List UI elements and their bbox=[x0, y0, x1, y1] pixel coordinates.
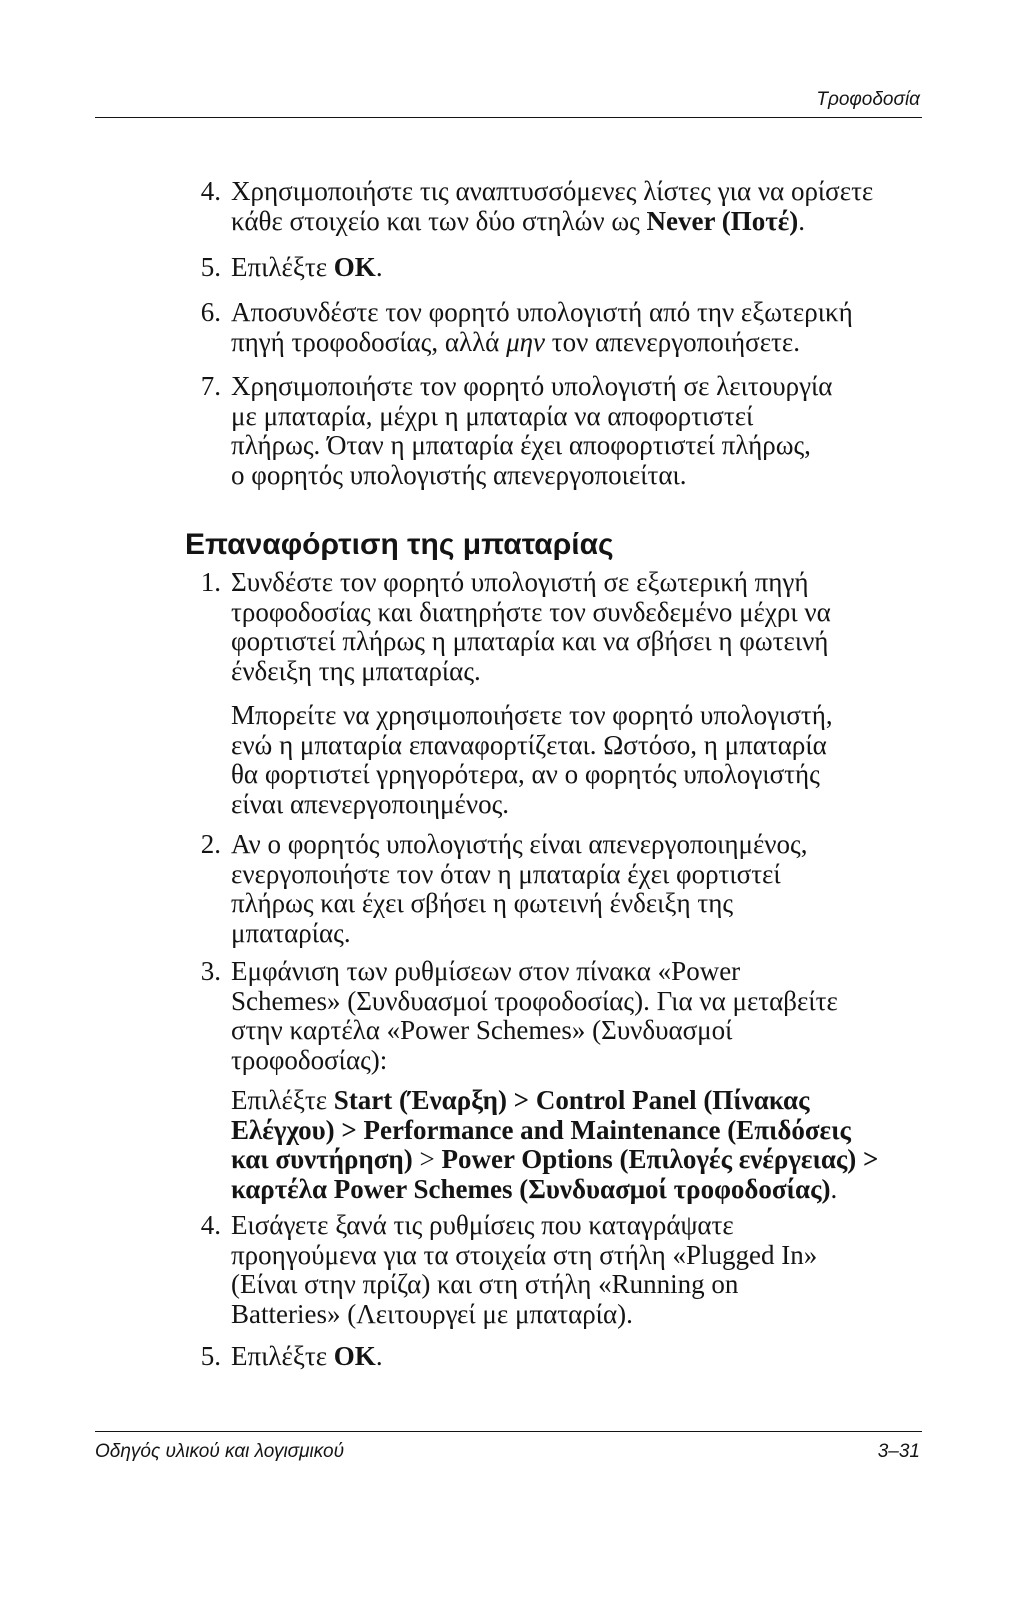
text-line bbox=[231, 760, 833, 790]
menu-path: και συντήρηση) bbox=[231, 1144, 413, 1174]
text-line bbox=[231, 372, 832, 402]
text-line bbox=[231, 701, 833, 731]
text-line bbox=[231, 1046, 838, 1076]
text-line bbox=[231, 860, 807, 890]
text-line bbox=[231, 919, 807, 949]
ui-term-ok: OK bbox=[333, 1341, 376, 1371]
step-number: 5. bbox=[200, 252, 221, 282]
text-run: τον απενεργοποιήσετε. bbox=[545, 326, 800, 357]
text-line bbox=[231, 957, 838, 987]
text-run: Schemes» (Συνδυασμοί τροφοδοσίας). Για να μεταβείτε bbox=[231, 985, 838, 1016]
text-line bbox=[231, 568, 831, 598]
menu-path: Start (Έναρξη) > Control Panel (Πίνακας bbox=[333, 1085, 810, 1115]
running-title: Τροφοδοσία bbox=[816, 89, 920, 110]
text-run: Επιλέξτε bbox=[231, 1085, 334, 1115]
text-line bbox=[231, 402, 832, 432]
text-line bbox=[231, 461, 832, 491]
text-line bbox=[231, 830, 807, 860]
text-run: ένδειξη της μπαταρίας. bbox=[231, 655, 481, 686]
text-line bbox=[231, 1116, 878, 1146]
text-line bbox=[231, 1300, 817, 1330]
text-run: ο φορητός υπολογιστής απενεργοποιείται. bbox=[231, 459, 687, 490]
list-item-step-3 bbox=[200, 956, 838, 1075]
step-number: 1. bbox=[200, 567, 221, 597]
text-run: θα φορτιστεί γρηγορότερα, αν ο φορητός υπολογιστής bbox=[231, 759, 820, 789]
ui-term-ok: OK bbox=[333, 252, 376, 282]
text-run: με μπαταρία, μέχρι η μπαταρία να αποφορτιστεί bbox=[231, 400, 754, 431]
text-run: Χρησιμοποιήστε τις αναπτυσσόμενες λίστες για να ορίσετε bbox=[231, 176, 874, 206]
text-run: . bbox=[375, 252, 383, 282]
text-line bbox=[231, 790, 833, 820]
list-item-step-4 bbox=[200, 176, 874, 236]
text-line bbox=[231, 731, 833, 761]
text-run: στην καρτέλα «Power Schemes» (Συνδυασμοί bbox=[231, 1015, 733, 1045]
list-item-step-6 bbox=[200, 297, 853, 357]
list-item-step-2 bbox=[200, 829, 808, 948]
text-run: Αν ο φορητός υπολογιστής είναι απενεργοποιημένος, bbox=[231, 829, 808, 859]
header-rule bbox=[95, 117, 922, 118]
text-run: Εμφάνιση των ρυθμίσεων στον πίνακα «Power bbox=[231, 956, 741, 986]
text-run: πηγή τροφοδοσίας, αλλά bbox=[231, 326, 507, 357]
footer-rule bbox=[95, 1431, 922, 1432]
text-line bbox=[231, 328, 853, 358]
text-line bbox=[231, 431, 832, 461]
step-1-note bbox=[231, 701, 833, 819]
menu-path: Ελέγχου) > Performance and Maintenance (Επιδόσεις bbox=[231, 1114, 851, 1145]
text-line bbox=[231, 1241, 817, 1271]
text-run: . bbox=[375, 1341, 383, 1371]
step-number: 4. bbox=[200, 1210, 221, 1240]
text-line bbox=[231, 657, 831, 687]
text-run: Εισάγετε ξανά τις ρυθμίσεις που καταγράψατε bbox=[231, 1210, 734, 1240]
section-heading: Επαναφόρτιση της μπαταρίας bbox=[185, 528, 614, 561]
step-number: 4. bbox=[200, 176, 221, 206]
text-run: Batteries» (Λειτουργεί με μπαταρία). bbox=[231, 1298, 633, 1329]
text-run: Συνδέστε τον φορητό υπολογιστή σε εξωτερική πηγή bbox=[231, 567, 809, 597]
step-number: 3. bbox=[200, 956, 221, 986]
footer-page-number: 3–31 bbox=[877, 1441, 920, 1462]
text-run: Μπορείτε να χρησιμοποιήσετε τον φορητό υπολογιστή, bbox=[231, 700, 833, 730]
menu-path: Power Options (Επιλογές ενέργειας) > bbox=[441, 1144, 879, 1174]
text-line bbox=[231, 298, 853, 328]
text-run: πλήρως. Όταν η μπαταρία έχει αποφορτιστεί πλήρως, bbox=[231, 430, 811, 460]
text-run: Επιλέξτε bbox=[231, 252, 334, 282]
text-run: μπαταρίας. bbox=[231, 917, 351, 948]
menu-path: καρτέλα Power Schemes (Συνδυασμοί τροφοδοσίας) bbox=[231, 1173, 831, 1204]
text-line bbox=[231, 1016, 838, 1046]
text-line bbox=[231, 253, 383, 283]
text-line bbox=[231, 627, 831, 657]
text-run: προηγούμενα για τα στοιχεία στη στήλη «Plugged In» bbox=[231, 1239, 818, 1270]
step-number: 2. bbox=[200, 829, 221, 859]
list-item-step-7 bbox=[200, 371, 833, 490]
text-line bbox=[231, 1086, 878, 1116]
list-item-step-1 bbox=[200, 567, 831, 686]
text-line bbox=[231, 177, 873, 207]
text-run: . bbox=[830, 1173, 838, 1204]
text-run: τροφοδοσίας): bbox=[231, 1044, 388, 1075]
list-item-step-4b bbox=[200, 1210, 818, 1329]
text-line bbox=[231, 207, 873, 237]
text-run: ενεργοποιήστε τον όταν η μπαταρία έχει φορτιστεί bbox=[231, 858, 781, 889]
path-separator: > bbox=[412, 1144, 442, 1174]
text-run: πλήρως και έχει σβήσει η φωτεινή ένδειξη της bbox=[231, 888, 734, 918]
text-run: (Είναι στην πρίζα) και στη στήλη «Running on bbox=[231, 1269, 739, 1299]
text-run: . bbox=[798, 205, 805, 236]
text-line bbox=[231, 1270, 817, 1300]
text-run: είναι απενεργοποιημένος. bbox=[231, 788, 510, 819]
step-number: 6. bbox=[200, 297, 221, 327]
step-number: 5. bbox=[200, 1341, 221, 1371]
list-item-step-5 bbox=[200, 252, 383, 283]
text-run: Αποσυνδέστε τον φορητό υπολογιστή από την εξωτερική bbox=[231, 297, 853, 327]
text-line bbox=[231, 1175, 878, 1205]
text-run: κάθε στοιχείο και των δύο στηλών ως bbox=[231, 205, 647, 236]
text-run: ενώ η μπαταρία επαναφορτίζεται. Ωστόσο, η μπαταρία bbox=[231, 729, 827, 760]
step-3-navigation-path bbox=[231, 1086, 878, 1204]
ui-term-never: Never (Ποτέ) bbox=[646, 205, 799, 236]
text-line bbox=[231, 987, 838, 1017]
emphasis: μην bbox=[506, 326, 545, 357]
list-item-step-5b bbox=[200, 1341, 383, 1372]
footer-document-title: Οδηγός υλικού και λογισμικού bbox=[95, 1441, 345, 1462]
text-run: φορτιστεί πλήρως η μπαταρία και να σβήσει η φωτεινή bbox=[231, 626, 829, 656]
text-run: Επιλέξτε bbox=[231, 1341, 334, 1371]
text-line bbox=[231, 1342, 383, 1372]
text-run: τροφοδοσίας και διατηρήστε τον συνδεδεμένο μέχρι να bbox=[231, 596, 831, 627]
step-number: 7. bbox=[200, 371, 221, 401]
text-line bbox=[231, 889, 807, 919]
text-line bbox=[231, 1145, 878, 1175]
text-line bbox=[231, 1211, 817, 1241]
text-run: Χρησιμοποιήστε τον φορητό υπολογιστή σε λειτουργία bbox=[231, 371, 833, 401]
text-line bbox=[231, 598, 831, 628]
